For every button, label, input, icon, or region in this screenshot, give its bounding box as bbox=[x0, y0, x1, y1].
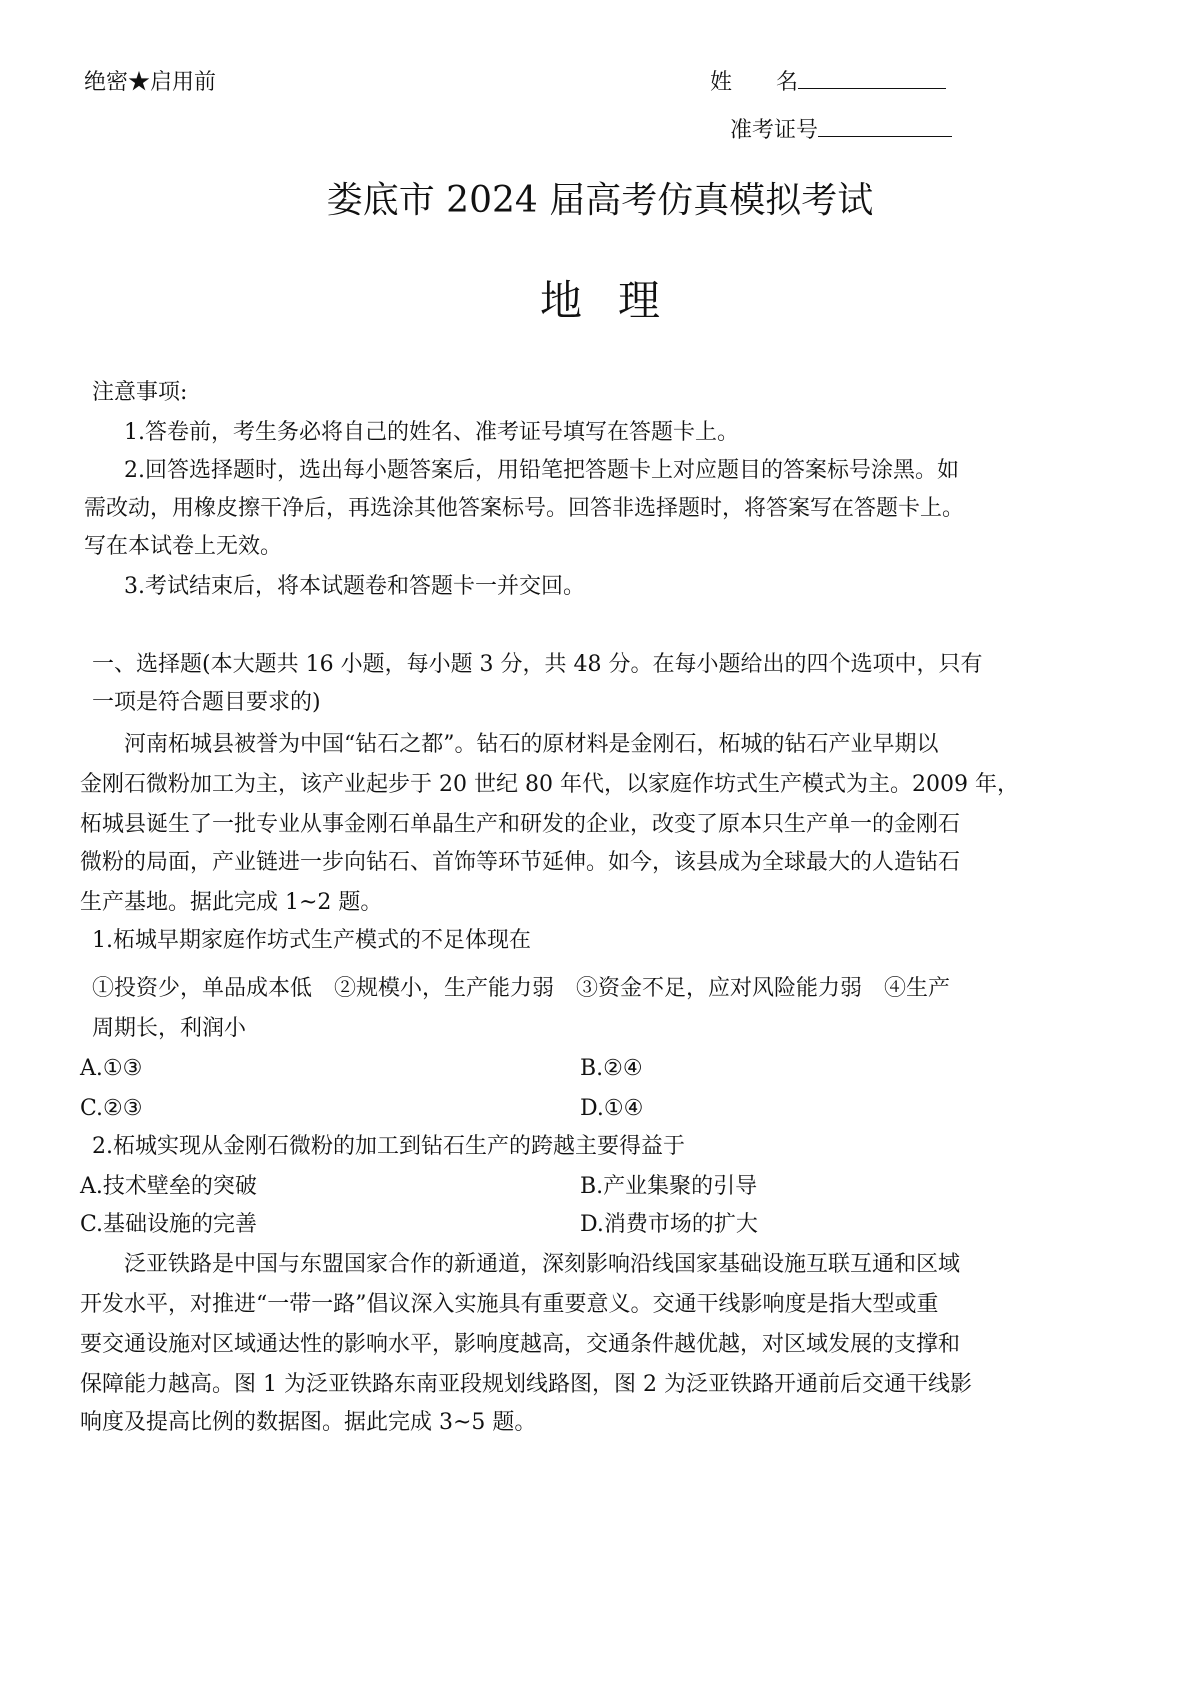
q1-choices-line1: ①投资少，单品成本低 ②规模小，生产能力弱 ③资金不足，应对风险能力弱 ④生产 bbox=[92, 976, 951, 1001]
q2-option-d[interactable]: D.消费市场的扩大 bbox=[580, 1212, 758, 1237]
name-field[interactable] bbox=[710, 68, 946, 98]
exam-id-field[interactable] bbox=[730, 116, 952, 146]
exam-title: 娄底市 2024 届高考仿真模拟考试 bbox=[326, 180, 874, 221]
passage1-line3: 柘城县诞生了一批专业从事金刚石单晶生产和研发的企业，改变了原本只生产单一的金刚石 bbox=[80, 812, 961, 837]
q1-option-c[interactable]: C.②③ bbox=[80, 1096, 143, 1121]
q1-stem: 1.柘城早期家庭作坊式生产模式的不足体现在 bbox=[92, 928, 531, 953]
notice-item-2-line1: 2.回答选择题时，选出每小题答案后，用铅笔把答题卡上对应题目的答案标号涂黑。如 bbox=[124, 458, 959, 483]
q1-option-d[interactable]: D.①④ bbox=[580, 1096, 644, 1121]
passage1-line1: 河南柘城县被誉为中国“钻石之都”。钻石的原材料是金刚石，柘城的钻石产业早期以 bbox=[124, 732, 939, 757]
confidential-mark: 绝密★启用前 bbox=[84, 70, 217, 95]
name-label: 姓 名 bbox=[710, 70, 799, 95]
section-heading-line2: 一项是符合题目要求的) bbox=[92, 690, 321, 715]
q2-stem: 2.柘城实现从金刚石微粉的加工到钻石生产的跨越主要得益于 bbox=[92, 1134, 685, 1159]
q2-option-b[interactable]: B.产业集聚的引导 bbox=[580, 1174, 758, 1199]
notice-heading: 注意事项: bbox=[92, 380, 188, 405]
passage1-line2: 金刚石微粉加工为主，该产业起步于 20 世纪 80 年代，以家庭作坊式生产模式为主。2009 年， bbox=[80, 772, 1019, 797]
q1-option-a[interactable]: A.①③ bbox=[80, 1056, 143, 1081]
passage2-line2: 开发水平，对推进“一带一路”倡议深入实施具有重要意义。交通干线影响度是指大型或重 bbox=[80, 1292, 939, 1317]
passage2-line3: 要交通设施对区域通达性的影响水平，影响度越高，交通条件越优越，对区域发展的支撑和 bbox=[80, 1332, 961, 1357]
passage1-line5: 生产基地。据此完成 1~2 题。 bbox=[80, 890, 383, 915]
notice-item-1: 1.答卷前，考生务必将自己的姓名、准考证号填写在答题卡上。 bbox=[124, 420, 739, 445]
notice-item-2-line2: 需改动，用橡皮擦干净后，再选涂其他答案标号。回答非选择题时，将答案写在答题卡上。 bbox=[84, 496, 965, 521]
q1-option-b[interactable]: B.②④ bbox=[580, 1056, 643, 1081]
exam-id-label: 准考证号 bbox=[730, 118, 819, 143]
subject-title: 地理 bbox=[539, 276, 696, 325]
exam-id-blank[interactable] bbox=[818, 136, 952, 137]
q2-option-c[interactable]: C.基础设施的完善 bbox=[80, 1212, 258, 1237]
section-heading-line1: 一、选择题(本大题共 16 小题，每小题 3 分，共 48 分。在每小题给出的四个选项中，只有 bbox=[92, 652, 983, 677]
passage1-line4: 微粉的局面，产业链进一步向钻石、首饰等环节延伸。如今，该县成为全球最大的人造钻石 bbox=[80, 850, 961, 875]
name-blank[interactable] bbox=[798, 88, 946, 89]
notice-item-3: 3.考试结束后，将本试题卷和答题卡一并交回。 bbox=[124, 574, 585, 599]
notice-item-2-line3: 写在本试卷上无效。 bbox=[84, 534, 283, 559]
q1-choices-line2: 周期长，利润小 bbox=[92, 1016, 247, 1041]
passage2-line4: 保障能力越高。图 1 为泛亚铁路东南亚段规划线路图，图 2 为泛亚铁路开通前后交通干线影 bbox=[80, 1372, 972, 1397]
passage2-line1: 泛亚铁路是中国与东盟国家合作的新通道，深刻影响沿线国家基础设施互联互通和区域 bbox=[124, 1252, 961, 1277]
passage2-line5: 响度及提高比例的数据图。据此完成 3~5 题。 bbox=[80, 1410, 537, 1435]
q2-option-a[interactable]: A.技术壁垒的突破 bbox=[80, 1174, 257, 1199]
